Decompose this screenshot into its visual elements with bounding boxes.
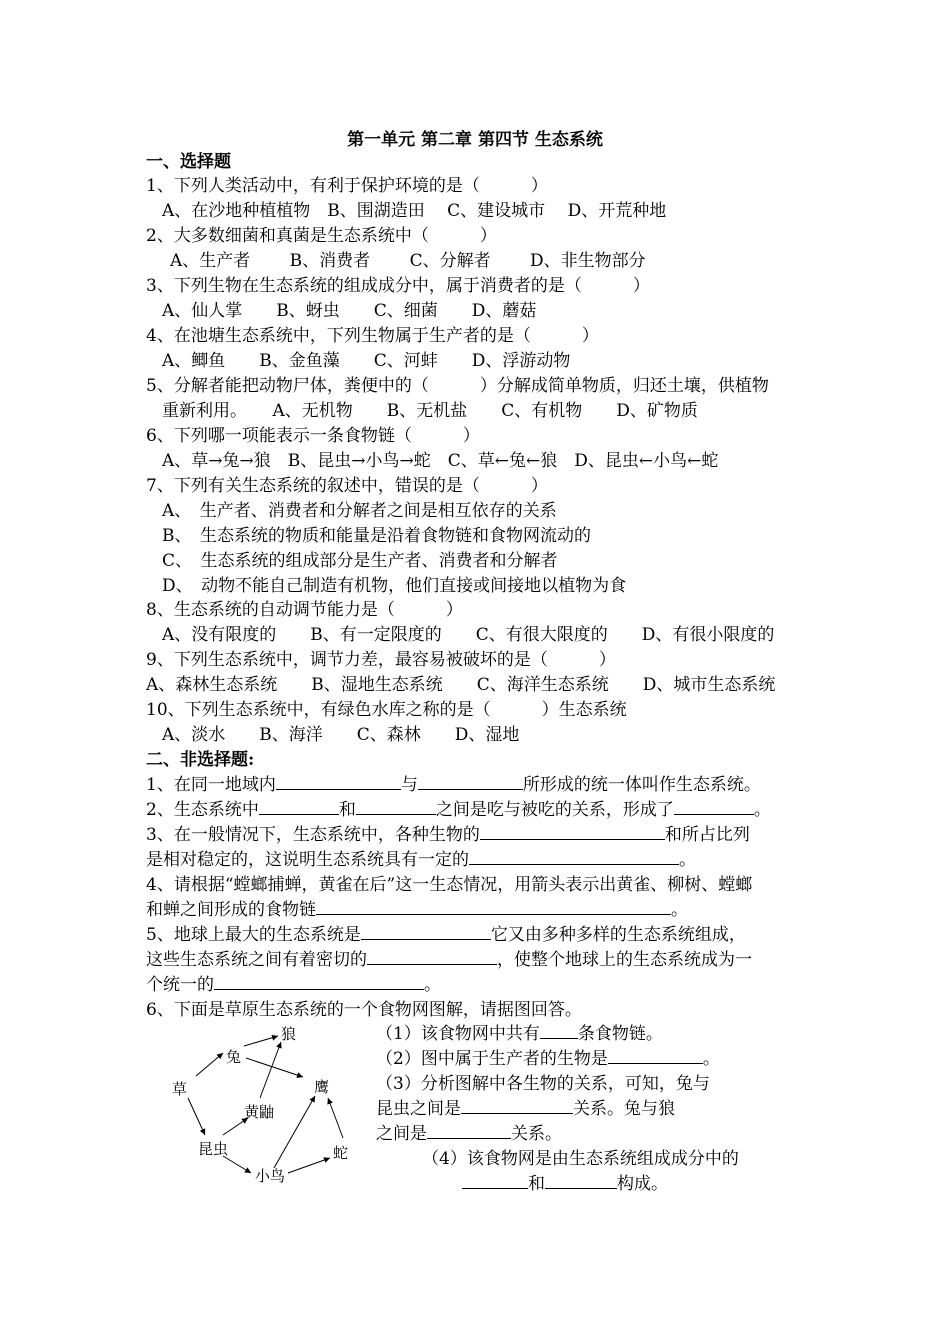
- fill-q2: 2、生态系统中 和 之间是吃与被吃的关系，形成了 。: [146, 800, 771, 820]
- q2-options: A、生产者 B、消费者 C、分解者 D、非生物部分: [170, 251, 646, 271]
- fill-q5-line3: 个统一的 。: [146, 975, 441, 995]
- fill-blank[interactable]: [361, 923, 491, 940]
- q4-options: A、鲫鱼 B、金鱼藻 C、河蚌 D、浮游动物: [162, 351, 571, 371]
- q9-options: A、森林生态系统 B、湿地生态系统 C、海洋生态系统 D、城市生态系统: [146, 675, 776, 695]
- food-web-node-wolf: 狼: [281, 1025, 297, 1043]
- fill-q4-line2: 和蝉之间形成的食物链 。: [146, 900, 688, 920]
- fill-blank[interactable]: [276, 773, 401, 790]
- q3-stem: 3、下列生物在生态系统的组成成分中，属于消费者的是（ ）: [146, 276, 650, 296]
- fill-blank[interactable]: [674, 798, 754, 815]
- fill-q6-sub3-line2: 昆虫之间是 关系。兔与狼: [376, 1099, 675, 1119]
- fill-q6-stem: 6、下面是草原生态系统的一个食物网图解，请据图回答。: [146, 1000, 582, 1020]
- arrow-grass-insect: [188, 1098, 205, 1135]
- q4-stem: 4、在池塘生态系统中，下列生物属于生产者的是（ ）: [146, 326, 599, 346]
- fill-q5-line2: 这些生态系统之间有着密切的 ，使整个地球上的生态系统成为一: [146, 950, 752, 970]
- fill-q6-sub2: （2）图中属于生产者的生物是 。: [376, 1049, 720, 1069]
- fill-blank[interactable]: [367, 948, 497, 965]
- arrow-rabbit-wolf: [244, 1036, 278, 1046]
- fill-blank[interactable]: [462, 1172, 528, 1189]
- arrow-insect-bird: [223, 1156, 251, 1173]
- q5-stem: 5、分解者能把动物尸体，粪便中的（ ）分解成简单物质，归还土壤，供植物: [146, 376, 769, 396]
- food-web-node-bird: 小鸟: [255, 1167, 286, 1185]
- fill-blank[interactable]: [356, 798, 436, 815]
- q8-stem: 8、生态系统的自动调节能力是（ ）: [146, 600, 463, 620]
- q5-options: 重新利用。 A、无机物 B、无机盐 C、有机物 D、矿物质: [162, 401, 698, 421]
- q6-options: A、草→兔→狼 B、昆虫→小鸟→蛇 C、草←兔←狼 D、昆虫←小鸟←蛇: [162, 451, 719, 471]
- q2-stem: 2、大多数细菌和真菌是生态系统中（ ）: [146, 226, 497, 246]
- q7-option-a: A、 生产者、消费者和分解者之间是相互依存的关系: [162, 501, 557, 521]
- q7-stem: 7、下列有关生态系统的叙述中，错误的是（ ）: [146, 476, 548, 496]
- q6-stem: 6、下列哪一项能表示一条食物链（ ）: [146, 426, 480, 446]
- food-web-node-eagle: 鹰: [314, 1078, 330, 1096]
- fill-q6-sub3-line1: （3）分析图解中各生物的关系，可知，兔与: [376, 1074, 710, 1094]
- arrow-bird-snake: [288, 1158, 330, 1173]
- fill-q3-line2: 是相对稳定的，这说明生态系统具有一定的 。: [146, 850, 696, 870]
- fill-blank[interactable]: [259, 798, 339, 815]
- q1-stem: 1、下列人类活动中，有利于保护环境的是（ ）: [146, 176, 548, 196]
- q1-options: A、在沙地种植植物 B、围湖造田 C、建设城市 D、开荒种地: [162, 201, 667, 221]
- q7-option-d: D、 动物不能自己制造有机物，他们直接或间接地以植物为食: [162, 576, 627, 596]
- fill-q1: 1、在同一地域内 与 所形成的统一体叫作生态系统。: [146, 775, 761, 795]
- fill-q4-line1: 4、请根据“螳螂捕蝉，黄雀在后”这一生态情况，用箭头表示出黄雀、柳树、螳螂: [146, 875, 753, 895]
- food-web-node-snake: 蛇: [333, 1144, 349, 1162]
- q9-stem: 9、下列生态系统中，调节力差，最容易被破坏的是（ ）: [146, 650, 616, 670]
- food-web-node-rabbit: 兔: [226, 1048, 242, 1066]
- food-web-diagram: [168, 1018, 378, 1188]
- arrow-bird-eagle: [274, 1096, 315, 1168]
- arrow-snake-eagle: [328, 1098, 343, 1138]
- arrow-rabbit-eagle: [246, 1058, 303, 1077]
- section1-heading: 一、选择题: [146, 152, 231, 172]
- fill-q6-sub4-line2: 和 构成。: [462, 1172, 668, 1196]
- food-web-node-grass: 草: [172, 1080, 188, 1098]
- fill-blank[interactable]: [461, 1097, 573, 1114]
- food-web-node-locust: 黄鼬: [244, 1103, 275, 1121]
- q7-option-b: B、 生态系统的物质和能量是沿着食物链和食物网流动的: [162, 526, 591, 546]
- fill-blank[interactable]: [427, 1122, 511, 1139]
- fill-blank[interactable]: [608, 1047, 703, 1064]
- q10-options: A、淡水 B、海洋 C、森林 D、湿地: [162, 725, 520, 745]
- fill-blank[interactable]: [469, 848, 679, 865]
- fill-q6-sub4-line1: （4）该食物网是由生态系统组成成分中的: [422, 1149, 739, 1169]
- fill-q6-sub3-line3: 之间是 关系。: [376, 1124, 562, 1144]
- arrow-grass-rabbit: [196, 1053, 223, 1076]
- q10-stem: 10、下列生态系统中，有绿色水库之称的是（ ）生态系统: [146, 700, 627, 720]
- fill-q5-line1: 5、地球上最大的生态系统是 它又由多种多样的生态系统组成，: [146, 925, 746, 945]
- section2-heading: 二、非选择题:: [146, 750, 255, 770]
- q7-option-c: C、 生态系统的组成部分是生产者、消费者和分解者: [162, 551, 558, 571]
- q8-options: A、没有限度的 B、有一定限度的 C、有很大限度的 D、有很小限度的: [162, 625, 775, 645]
- fill-blank[interactable]: [545, 1172, 617, 1189]
- food-web-node-insect: 昆虫: [198, 1140, 229, 1158]
- fill-blank[interactable]: [480, 823, 665, 840]
- arrow-locust-wolf: [260, 1042, 281, 1098]
- fill-blank[interactable]: [214, 973, 424, 990]
- fill-blank[interactable]: [418, 773, 523, 790]
- fill-q3-line1: 3、在一般情况下，生态系统中，各种生物的 和所占比列: [146, 825, 750, 845]
- q3-options: A、仙人掌 B、蚜虫 C、细菌 D、蘑菇: [162, 301, 537, 321]
- fill-q6-sub1: （1）该食物网中共有 条食物链。: [376, 1024, 663, 1044]
- fill-blank[interactable]: [316, 898, 671, 915]
- fill-blank[interactable]: [540, 1022, 578, 1039]
- page-title: 第一单元 第二章 第四节 生态系统: [347, 130, 603, 150]
